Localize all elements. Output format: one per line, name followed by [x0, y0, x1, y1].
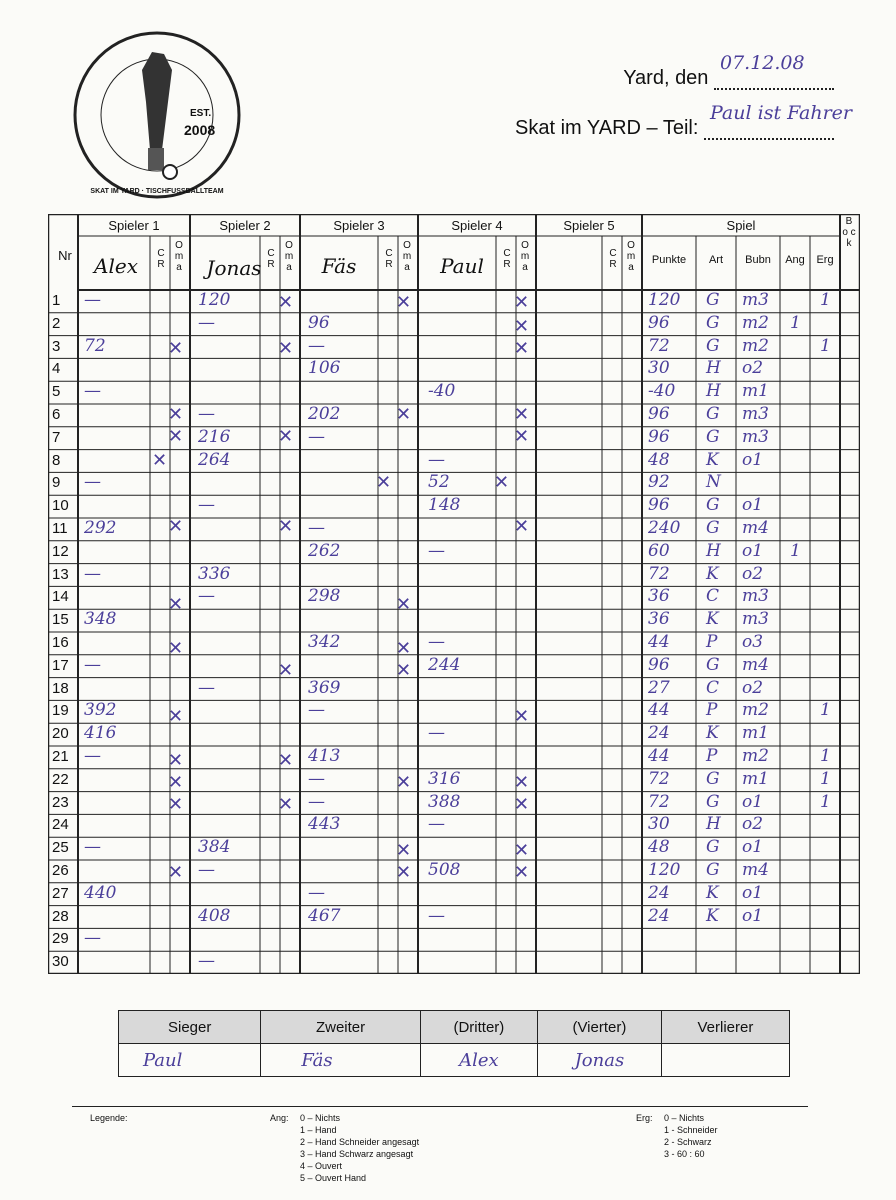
oma-mark: ✕ — [168, 638, 184, 659]
cell-bubn[interactable]: m3 — [742, 586, 769, 607]
oma-mark: ✕ — [514, 292, 530, 313]
row-number: 15 — [52, 611, 69, 629]
spieler5-header: Spieler 5 — [563, 218, 615, 233]
spiel-header: Spiel — [726, 218, 756, 233]
cell-art[interactable]: C — [706, 586, 720, 607]
cell-p3[interactable]: — — [308, 426, 325, 447]
results-table — [118, 1010, 790, 1077]
cell-p2[interactable]: 336 — [198, 563, 231, 584]
cell-art[interactable]: K — [706, 723, 719, 744]
oma-header-2: O m a — [284, 240, 294, 273]
cell-bubn[interactable]: m1 — [742, 381, 769, 402]
bubn-header: Bubn — [745, 254, 771, 266]
cell-p2[interactable]: 120 — [198, 290, 231, 310]
cell-punkte[interactable]: 72 — [648, 335, 670, 356]
cell-p3[interactable]: 298 — [308, 586, 341, 607]
score-grid — [48, 214, 860, 974]
teil-label: Skat im YARD – Teil: — [515, 117, 699, 139]
row-number: 2 — [52, 314, 61, 332]
cell-erg[interactable]: 1 — [820, 335, 831, 356]
row-number: 26 — [52, 862, 69, 879]
cell-bubn[interactable]: m3 — [742, 426, 769, 447]
erg-item: 2 - Schwarz — [664, 1137, 712, 1147]
cell-bubn[interactable]: o2 — [742, 358, 764, 379]
cell-punkte[interactable]: 24 — [648, 882, 670, 903]
cell-p4[interactable]: — — [428, 632, 445, 652]
cell-art[interactable]: K — [706, 563, 719, 584]
cell-art[interactable]: P — [706, 700, 718, 721]
cell-p4[interactable]: — — [428, 540, 445, 561]
cell-bubn[interactable]: m2 — [742, 746, 769, 766]
oma-mark: ✕ — [514, 862, 530, 883]
cell-erg[interactable]: 1 — [820, 700, 831, 721]
oma-mark: ✕ — [514, 772, 530, 793]
cell-p2[interactable]: — — [198, 312, 215, 333]
cell-punkte[interactable]: 44 — [648, 746, 670, 766]
oma-mark: ✕ — [168, 338, 184, 359]
row-number: 9 — [52, 474, 61, 492]
oma-mark: ✕ — [278, 660, 294, 681]
oma-mark: ✕ — [168, 594, 184, 615]
cell-p2[interactable]: 384 — [198, 837, 231, 858]
cell-punkte[interactable]: 96 — [648, 654, 670, 675]
oma-mark: ✕ — [168, 404, 184, 425]
oma-mark: ✕ — [278, 750, 294, 771]
cell-p1[interactable]: — — [84, 928, 101, 949]
oma-mark: ✕ — [278, 516, 294, 537]
ang-item: 1 – Hand — [300, 1125, 337, 1135]
cell-art[interactable]: G — [706, 426, 720, 447]
cell-bubn[interactable]: m3 — [742, 290, 769, 310]
cell-p2[interactable]: 264 — [198, 449, 231, 470]
vierter-value[interactable]: Jonas — [537, 1044, 661, 1077]
player2-name: Jonas — [206, 256, 262, 280]
vierter-header: (Vierter) — [537, 1011, 661, 1044]
cell-art[interactable]: G — [706, 495, 720, 516]
row-number: 13 — [52, 565, 69, 583]
zweiter-header: Zweiter — [261, 1011, 420, 1044]
cell-bubn[interactable]: o2 — [742, 677, 764, 698]
cell-p2[interactable]: 216 — [198, 426, 231, 447]
cell-p1[interactable]: 392 — [84, 700, 117, 721]
cell-bubn[interactable]: m1 — [742, 768, 769, 789]
oma-mark: ✕ — [514, 794, 530, 815]
cell-p2[interactable]: — — [198, 860, 215, 880]
oma-mark: ✕ — [396, 292, 412, 313]
teil-line — [515, 102, 852, 140]
oma-mark: ✕ — [168, 706, 184, 727]
oma-mark: ✕ — [396, 594, 412, 615]
cell-punkte[interactable]: 120 — [648, 860, 681, 880]
oma-mark: ✕ — [278, 338, 294, 359]
cell-art[interactable]: N — [706, 472, 721, 493]
art-header: Art — [708, 254, 724, 266]
row-number: 5 — [52, 383, 61, 401]
spieler4-header: Spieler 4 — [451, 218, 503, 233]
cell-bubn[interactable]: o1 — [742, 540, 764, 561]
spieler2-header: Spieler 2 — [219, 218, 271, 233]
cell-p3[interactable]: — — [308, 335, 325, 356]
cell-punkte[interactable]: 36 — [648, 586, 670, 607]
cell-p2[interactable]: — — [198, 404, 215, 424]
oma-mark: ✕ — [514, 316, 530, 337]
oma-mark: ✕ — [278, 794, 294, 815]
cr-mark: ✕ — [494, 472, 510, 493]
cell-p4[interactable]: — — [428, 905, 445, 926]
row-number: 18 — [52, 679, 69, 697]
cell-p4[interactable]: — — [428, 449, 445, 470]
cell-p3[interactable]: 202 — [308, 404, 341, 424]
cell-punkte[interactable]: 30 — [648, 358, 670, 379]
cr-header-2: C R — [267, 248, 275, 270]
oma-mark: ✕ — [396, 638, 412, 659]
cell-punkte[interactable]: 27 — [648, 677, 670, 698]
teil-field[interactable] — [704, 102, 852, 140]
cell-p3[interactable]: — — [308, 700, 325, 721]
cell-art[interactable]: H — [706, 540, 721, 561]
row-number: 28 — [52, 907, 69, 925]
cell-p1[interactable]: 72 — [84, 335, 106, 356]
oma-header-5: O m a — [626, 240, 636, 273]
cell-p2[interactable]: — — [198, 586, 215, 607]
cell-p4[interactable]: 148 — [428, 495, 461, 516]
oma-mark: ✕ — [514, 840, 530, 861]
oma-mark: ✕ — [514, 426, 530, 447]
cell-art[interactable]: K — [706, 882, 719, 903]
erg-label: Erg: — [636, 1113, 653, 1123]
cell-p3[interactable]: 467 — [308, 905, 341, 926]
cell-p3[interactable]: 413 — [308, 746, 341, 766]
cell-bubn[interactable]: m2 — [742, 335, 769, 356]
team-logo — [72, 30, 242, 200]
cell-bubn[interactable]: o2 — [742, 563, 764, 584]
cell-art[interactable]: K — [706, 905, 719, 926]
erg-item: 1 - Schneider — [664, 1125, 718, 1135]
date-line — [623, 52, 834, 90]
cell-punkte[interactable]: 72 — [648, 791, 670, 812]
row-number: 12 — [52, 542, 69, 560]
cell-art[interactable]: G — [706, 518, 720, 538]
oma-mark: ✕ — [396, 660, 412, 681]
cell-erg[interactable]: 1 — [820, 768, 831, 789]
logo-arc-text: SKAT IM YARD · TISCHFUSSBALLTEAM — [90, 188, 224, 195]
cell-punkte[interactable]: 72 — [648, 768, 670, 789]
row-number: 3 — [52, 337, 61, 355]
cell-punkte[interactable]: 120 — [648, 290, 681, 310]
cell-p1[interactable]: — — [84, 472, 101, 493]
cell-punkte[interactable]: 44 — [648, 632, 670, 652]
row-number: 1 — [52, 292, 61, 309]
cell-p4[interactable]: — — [428, 723, 445, 744]
cell-p1[interactable]: — — [84, 654, 101, 675]
cell-art[interactable]: G — [706, 791, 720, 812]
row-number: 24 — [52, 816, 69, 834]
oma-mark: ✕ — [168, 772, 184, 793]
cell-p4[interactable]: 244 — [428, 654, 461, 675]
cell-art[interactable]: K — [706, 609, 719, 630]
oma-mark: ✕ — [396, 772, 412, 793]
bock-header: B o c k — [842, 216, 856, 249]
cell-punkte[interactable]: 24 — [648, 723, 670, 744]
oma-mark: ✕ — [396, 404, 412, 425]
player1-name: Alex — [94, 254, 138, 278]
cr-header-4: C R — [503, 248, 511, 270]
cell-art[interactable]: G — [706, 404, 720, 424]
cell-p1[interactable]: — — [84, 381, 101, 402]
cell-p3[interactable]: 106 — [308, 358, 341, 379]
cell-art[interactable]: G — [706, 312, 720, 333]
cr-header-5: C R — [609, 248, 617, 270]
cell-punkte[interactable]: 72 — [648, 563, 670, 584]
oma-mark: ✕ — [168, 516, 184, 537]
logo-year: 2008 — [184, 122, 216, 138]
verlierer-header: Verlierer — [661, 1011, 789, 1044]
cell-p2[interactable]: 408 — [198, 905, 231, 926]
row-number: 19 — [52, 702, 69, 720]
cell-p4[interactable]: -40 — [428, 381, 456, 402]
cell-p3[interactable]: 96 — [308, 312, 330, 333]
cell-bubn[interactable]: o1 — [742, 791, 764, 812]
cell-punkte[interactable]: 44 — [648, 700, 670, 721]
cell-p4[interactable]: 508 — [428, 860, 461, 880]
cell-art[interactable]: H — [706, 814, 721, 835]
date-value: 07.12.08 — [720, 52, 805, 74]
cell-p4[interactable]: 316 — [428, 768, 461, 789]
oma-mark: ✕ — [514, 516, 530, 537]
cell-erg[interactable]: 1 — [820, 290, 831, 310]
cell-p4[interactable]: 388 — [428, 791, 461, 812]
oma-mark: ✕ — [396, 840, 412, 861]
ang-item: 5 – Ouvert Hand — [300, 1173, 367, 1183]
row-number: 10 — [52, 497, 69, 515]
ang-item: 2 – Hand Schneider angesagt — [300, 1137, 420, 1147]
row-number: 4 — [52, 360, 61, 378]
cell-bubn[interactable]: m2 — [742, 312, 769, 333]
cell-p1[interactable]: 416 — [84, 723, 117, 744]
cell-art[interactable]: G — [706, 860, 720, 880]
ang-header: Ang — [785, 254, 805, 266]
cell-p1[interactable]: — — [84, 290, 101, 310]
ang-item: 3 – Hand Schwarz angesagt — [300, 1149, 414, 1159]
cell-art[interactable]: G — [706, 290, 720, 310]
row-number: 22 — [52, 770, 69, 788]
oma-header-4: O m a — [520, 240, 530, 273]
cell-p2[interactable]: — — [198, 495, 215, 516]
cell-p3[interactable]: — — [308, 768, 325, 789]
cr-header-1: C R — [157, 248, 165, 270]
row-number: 17 — [52, 656, 69, 674]
date-label: Yard, den — [623, 67, 709, 89]
row-number: 8 — [52, 451, 61, 469]
cell-erg[interactable]: 1 — [820, 791, 831, 812]
cell-bubn[interactable]: m4 — [742, 654, 769, 675]
row-number: 11 — [52, 520, 68, 537]
cell-p3[interactable]: 369 — [308, 677, 341, 698]
cell-art[interactable]: C — [706, 677, 720, 698]
cell-bubn[interactable]: o1 — [742, 905, 764, 926]
cr-mark: ✕ — [152, 450, 168, 471]
cell-bubn[interactable]: m1 — [742, 723, 769, 744]
cell-punkte[interactable]: 48 — [648, 449, 670, 470]
cr-mark: ✕ — [376, 472, 392, 493]
row-number: 23 — [52, 793, 69, 811]
row-number: 21 — [52, 748, 69, 765]
ang-list — [300, 1112, 419, 1184]
cell-p4[interactable]: — — [428, 814, 445, 835]
cell-p1[interactable]: — — [84, 563, 101, 584]
oma-mark: ✕ — [278, 292, 294, 313]
cell-punkte[interactable]: 96 — [648, 426, 670, 447]
cell-punkte[interactable]: 240 — [648, 518, 681, 538]
sieger-header: Sieger — [119, 1011, 261, 1044]
cell-p1[interactable]: 292 — [84, 518, 117, 538]
cell-p3[interactable]: 443 — [308, 814, 341, 835]
oma-header-1: O m a — [174, 240, 184, 273]
oma-mark: ✕ — [396, 862, 412, 883]
legend-divider — [72, 1106, 808, 1107]
row-number: 20 — [52, 725, 69, 743]
oma-mark: ✕ — [278, 426, 294, 447]
cell-punkte[interactable]: 30 — [648, 814, 670, 835]
spieler3-header: Spieler 3 — [333, 218, 385, 233]
row-number: 16 — [52, 634, 69, 651]
cell-bubn[interactable]: o1 — [742, 449, 764, 470]
cell-p1[interactable]: — — [84, 837, 101, 858]
row-number: 7 — [52, 428, 61, 446]
cell-punkte[interactable]: 96 — [648, 404, 670, 424]
erg-item: 0 – Nichts — [664, 1113, 705, 1123]
erg-item: 3 - 60 : 60 — [664, 1149, 705, 1159]
cell-p3[interactable]: — — [308, 882, 325, 903]
erg-list — [664, 1112, 718, 1160]
ang-label: Ang: — [270, 1113, 289, 1123]
cell-art[interactable]: G — [706, 335, 720, 356]
cell-p3[interactable]: — — [308, 518, 325, 538]
cell-p3[interactable]: 342 — [308, 632, 341, 652]
oma-mark: ✕ — [514, 706, 530, 727]
cell-p1[interactable]: 440 — [84, 882, 117, 903]
cell-punkte[interactable]: 96 — [648, 312, 670, 333]
verlierer-value[interactable] — [661, 1044, 789, 1077]
ang-item: 4 – Ouvert — [300, 1161, 343, 1171]
cell-punkte[interactable]: 92 — [648, 472, 670, 493]
sieger-value[interactable]: Paul — [119, 1044, 261, 1077]
row-number: 6 — [52, 406, 61, 423]
row-number: 14 — [52, 588, 69, 606]
cell-p4[interactable]: 52 — [428, 472, 450, 493]
cell-bubn[interactable]: o1 — [742, 837, 764, 858]
date-field[interactable] — [714, 52, 834, 90]
cell-p3[interactable]: — — [308, 791, 325, 812]
dritter-header: (Dritter) — [420, 1011, 537, 1044]
oma-mark: ✕ — [514, 338, 530, 359]
row-number: 30 — [52, 953, 69, 971]
cell-art[interactable]: K — [706, 449, 719, 470]
cell-punkte[interactable]: 48 — [648, 837, 670, 858]
teil-value: Paul ist Fahrer — [710, 102, 852, 124]
cell-art[interactable]: G — [706, 768, 720, 789]
cell-art[interactable]: H — [706, 358, 721, 379]
dritter-value[interactable]: Alex — [420, 1044, 537, 1077]
cell-punkte[interactable]: -40 — [648, 381, 676, 402]
cell-punkte[interactable]: 24 — [648, 905, 670, 926]
cell-ang[interactable]: 1 — [790, 540, 801, 561]
cell-bubn[interactable]: m3 — [742, 609, 769, 630]
cell-art[interactable]: G — [706, 654, 720, 675]
cell-bubn[interactable]: m4 — [742, 860, 769, 880]
cell-p2[interactable]: — — [198, 951, 215, 972]
cell-bubn[interactable]: m4 — [742, 518, 769, 538]
cell-erg[interactable]: 1 — [820, 746, 831, 766]
cell-punkte[interactable]: 60 — [648, 540, 670, 561]
cell-bubn[interactable]: o1 — [742, 882, 764, 903]
cell-p1[interactable]: — — [84, 746, 101, 766]
cell-bubn[interactable]: o3 — [742, 632, 764, 652]
oma-mark: ✕ — [168, 750, 184, 771]
player4-name: Paul — [440, 254, 484, 278]
cell-ang[interactable]: 1 — [790, 312, 801, 333]
oma-mark: ✕ — [168, 794, 184, 815]
cell-punkte[interactable]: 36 — [648, 609, 670, 630]
row-number: 27 — [52, 884, 69, 902]
oma-header-3: O m a — [402, 240, 412, 273]
cell-art[interactable]: P — [706, 746, 718, 766]
ang-item: 0 – Nichts — [300, 1113, 341, 1123]
cell-bubn[interactable]: o2 — [742, 814, 764, 835]
nr-header: Nr — [58, 248, 72, 263]
cell-p3[interactable]: 262 — [308, 540, 341, 561]
legend-title: Legende: — [90, 1113, 128, 1123]
spieler1-header: Spieler 1 — [108, 218, 160, 233]
logo-est: EST. — [190, 108, 212, 119]
cr-header-3: C R — [385, 248, 393, 270]
cell-p2[interactable]: — — [198, 677, 215, 698]
punkte-header: Punkte — [651, 254, 687, 266]
zweiter-value[interactable]: Fäs — [261, 1044, 420, 1077]
row-number: 25 — [52, 839, 69, 857]
oma-mark: ✕ — [168, 426, 184, 447]
cell-art[interactable]: G — [706, 837, 720, 858]
cell-p1[interactable]: 348 — [84, 609, 117, 630]
oma-mark: ✕ — [514, 404, 530, 425]
cell-bubn[interactable]: m2 — [742, 700, 769, 721]
player3-name: Fäs — [321, 254, 357, 278]
cell-punkte[interactable]: 96 — [648, 495, 670, 516]
cell-bubn[interactable]: m3 — [742, 404, 769, 424]
cell-bubn[interactable]: o1 — [742, 495, 764, 516]
erg-header: Erg — [816, 254, 834, 266]
cell-art[interactable]: P — [706, 632, 718, 652]
oma-mark: ✕ — [168, 862, 184, 883]
row-number: 29 — [52, 930, 69, 948]
cell-art[interactable]: H — [706, 381, 721, 402]
